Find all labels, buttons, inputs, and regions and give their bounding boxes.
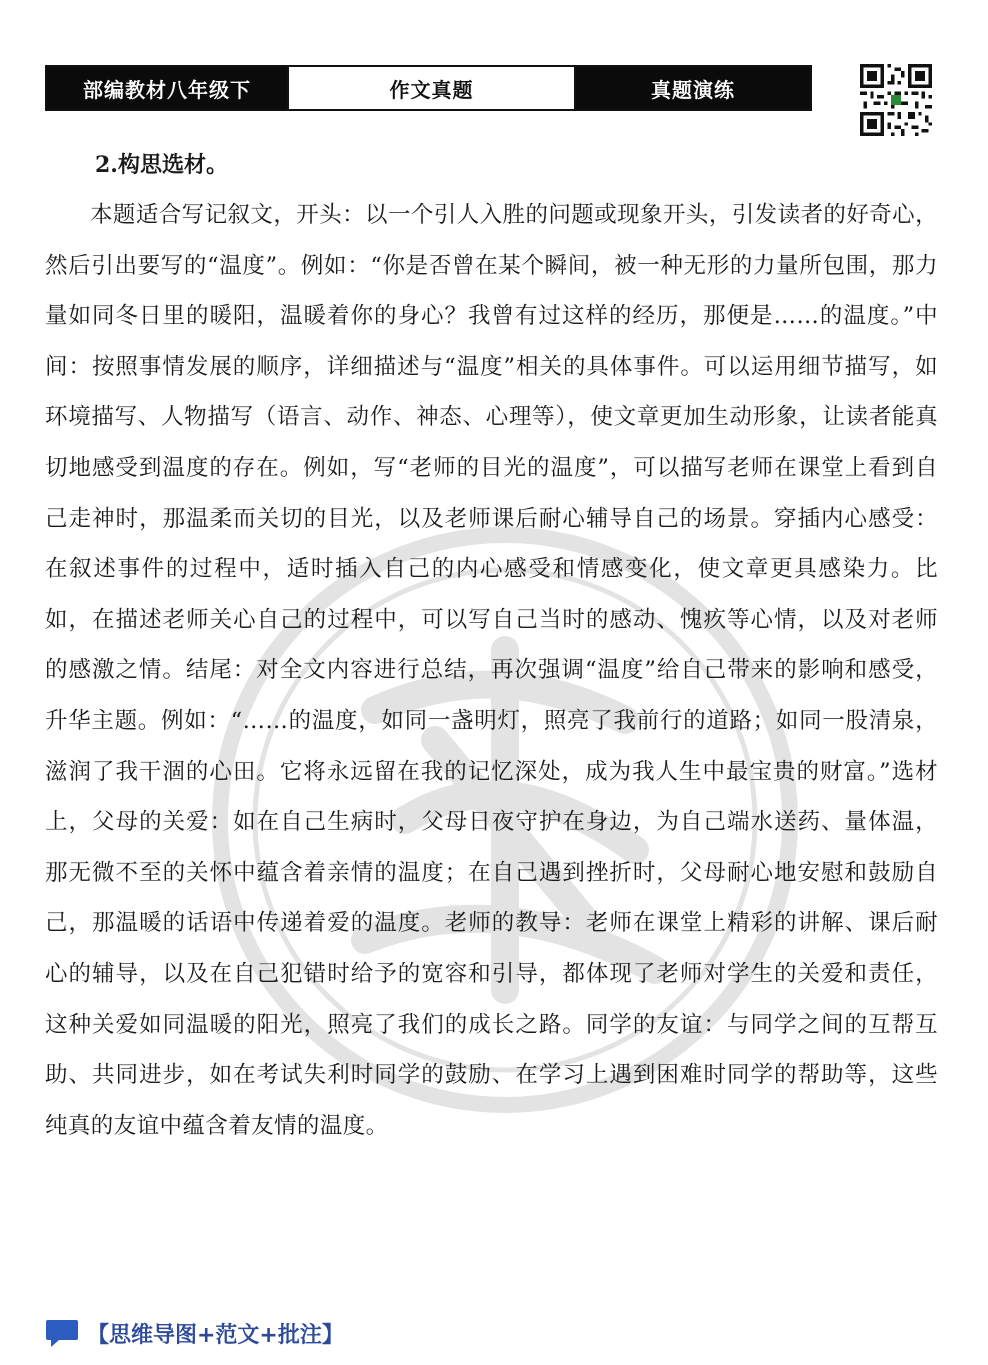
- header-grade-label: 部编教材八年级下: [47, 67, 287, 109]
- footer-text: 【思维导图+范文+批注】: [87, 1322, 344, 1348]
- header-category-label: 作文真题: [287, 67, 576, 109]
- body-paragraph: 本题适合写记叙文，开头：以一个引人入胜的问题或现象开头，引发读者的好奇心，然后引出要写的“温度”。例如：“你是否曾在某个瞬间，被一种无形的力量所包围，那力量如同冬日里的暖阳，温暖着你的身心？我曾有过这样的经历，那便是……的温度。”中间：按照事情发展的顺序，详细描述与“温度”相关的具体事件。可以运用细节描写，如环境描写、人物描写（语言、动作、神态、心理等），使文章更加生动形象，让读者能真切地感受到温度的存在。例如，写“老师的目光的温度”，可以描写老师在课堂上看到自己走神时，那温柔而关切的目光，以及老师课后耐心辅导自己的场景。穿插内心感受：在叙述事件的过程中，适时插入自己的内心感受和情感变化，使文章更具感染力。比如，在描述老师关心自己的过程中，可以写自己当时的感动、愧疚等心情，以及对老师的感激之情。结尾：对全文内容进行总结，再次强调“温度”给自己带来的影响和感受，升华主题。例如：“……的温度，如同一盏明灯，照亮了我前行的道路；如同一股清泉，滋润了我干涸的心田。它将永远留在我的记忆深处，成为我人生中最宝贵的财富。”选材上，父母的关爱：如在自己生病时，父母日夜守护在身边，为自己端水送药、量体温，那无微不至的关怀中蕴含着亲情的温度；在自己遇到挫折时，父母耐心地安慰和鼓励自己，那温暖的话语中传递着爱的温度。老师的教导：老师在课堂上精彩的讲解、课后耐心的辅导，以及在自己犯错时给予的宽容和引导，都体现了老师对学生的关爱和责任，这种关爱如同温暖的阳光，照亮了我们的成长之路。同学的友谊：与同学之间的互帮互助、共同进步，如在考试失利时同学的鼓励、在学习上遇到困难时同学的帮助等，这些纯真的友谊中蕴含着友情的温度。: [45, 202, 938, 1139]
- header-bar: [45, 65, 812, 111]
- main-content: [45, 140, 938, 1151]
- header-section-label: 真题演练: [576, 67, 810, 109]
- section-title: 2.构思选材。: [95, 152, 228, 178]
- qr-code-icon: [860, 64, 932, 136]
- footer-link[interactable]: [45, 1316, 344, 1350]
- chat-bubble-icon: [45, 1318, 79, 1348]
